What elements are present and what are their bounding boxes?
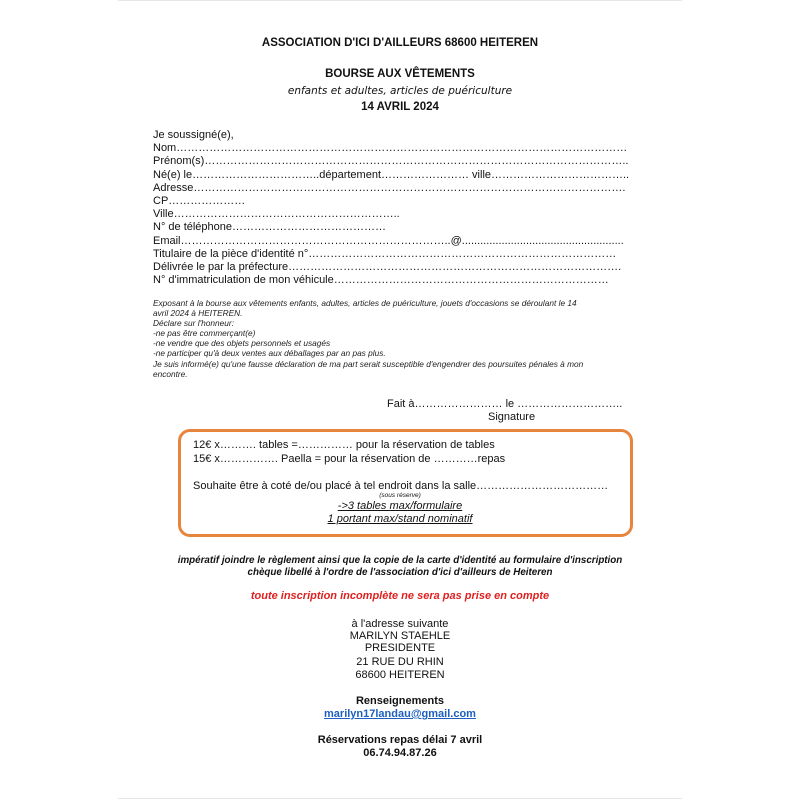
page-bottom-edge <box>118 798 682 799</box>
declaration-line: encontre. <box>153 368 188 379</box>
signature-label: Signature <box>488 411 536 423</box>
declaration-line: avril 2024 à HEITEREN. <box>153 308 243 319</box>
placement-line: Souhaite être à coté de/ou placé à tel endroit dans la salle……………………………… <box>193 480 609 492</box>
tables-reservation-line: 12€ x………. tables =…………… pour la réservation de tables <box>193 439 495 451</box>
address-role: PRESIDENTE <box>364 642 436 654</box>
address-intro: à l'adresse suivante <box>351 618 449 630</box>
declaration-line: -ne pas être commerçant(e) <box>153 328 256 339</box>
address-city: 68600 HEITEREN <box>355 669 445 681</box>
declaration-line: Je suis informé(e) qu'une fausse déclaration de ma part serait susceptible d'engendrer des poursuites pénales à mon <box>153 358 584 369</box>
address-name: MARILYN STAEHLE <box>349 630 451 642</box>
instruction-line-1: impératif joindre le règlement ainsi que la copie de la carte d'identité au formulaire d'inscription <box>177 555 623 566</box>
declaration-line: Exposant à la bourse aux vêtements enfants, adultes, articles de puériculture, jouets d'occasions se déroulant le 14 <box>153 298 577 308</box>
contact-email-link[interactable]: marilyn17landau@gmail.com <box>324 708 476 720</box>
form-intro: Je soussigné(e), <box>153 129 234 141</box>
field-adresse: Adresse………………………………………………………………………………………………………. <box>153 181 626 194</box>
field-piece-identite: Titulaire de la pièce d'identité n°………………………………………………………………………… <box>153 247 617 260</box>
field-cp: CP………………… <box>153 194 246 207</box>
event-date: 14 AVRIL 2024 <box>361 101 439 113</box>
registration-form <box>153 129 653 287</box>
field-ville: Ville…………………………………………………….. <box>153 208 400 221</box>
contact-phone: 06.74.94.87.26 <box>363 747 437 759</box>
address-street: 21 RUE DU RHIN <box>356 656 444 668</box>
declaration-text <box>153 298 653 379</box>
field-prenom: Prénom(s)…………………………………………………………………………………………………….. <box>153 155 629 168</box>
page-top-edge <box>118 0 682 1</box>
max-portant-note: 1 portant max/stand nominatif <box>327 513 473 525</box>
field-immatriculation: N° d'immatriculation de mon véhicule………………………………………………………………… <box>153 274 609 287</box>
event-subtitle: enfants et adultes, articles de puériculture <box>287 85 513 97</box>
declaration-line: Déclare sur l'honneur: <box>153 318 234 329</box>
incomplete-warning: toute inscription incomplète ne sera pas prise en compte <box>250 590 550 602</box>
association-title: ASSOCIATION D'ICI D'AILLEURS 68600 HEITEREN <box>261 37 539 49</box>
reserve-note: (sous réserve) <box>379 492 421 499</box>
instruction-line-2: chèque libellé à l'ordre de l'association d'ici d'ailleurs de Heiteren <box>247 567 553 578</box>
paella-reservation-line: 15€ x……………. Paella = pour la réservation de …………repas <box>193 453 506 465</box>
contact-heading: Renseignements <box>355 695 445 707</box>
field-nom: Nom…………………………………………………………………………………………………………… <box>153 142 628 155</box>
max-tables-note: ->3 tables max/formulaire <box>337 500 463 512</box>
fait-a-line: Fait à…………………… le ……………………….. <box>387 398 623 410</box>
meal-deadline: Réservations repas délai 7 avril <box>317 734 483 746</box>
declaration-line: -ne participer qu'à deux ventes aux déballages par an pas plus. <box>153 348 386 359</box>
field-email: Email………………………………………………………………..@..................................................... <box>153 234 624 247</box>
field-prefecture: Délivrée le par la préfecture………………………………………………………………………………. <box>153 260 622 273</box>
event-title: BOURSE AUX VÊTEMENTS <box>325 68 475 80</box>
field-telephone: N° de téléphone…………………………………… <box>153 221 387 234</box>
declaration-line: -ne vendre que des objets personnels et usagés <box>153 338 331 349</box>
field-naissance: Né(e) le……………………………..département…………………… ville……………………………….. <box>153 168 630 181</box>
